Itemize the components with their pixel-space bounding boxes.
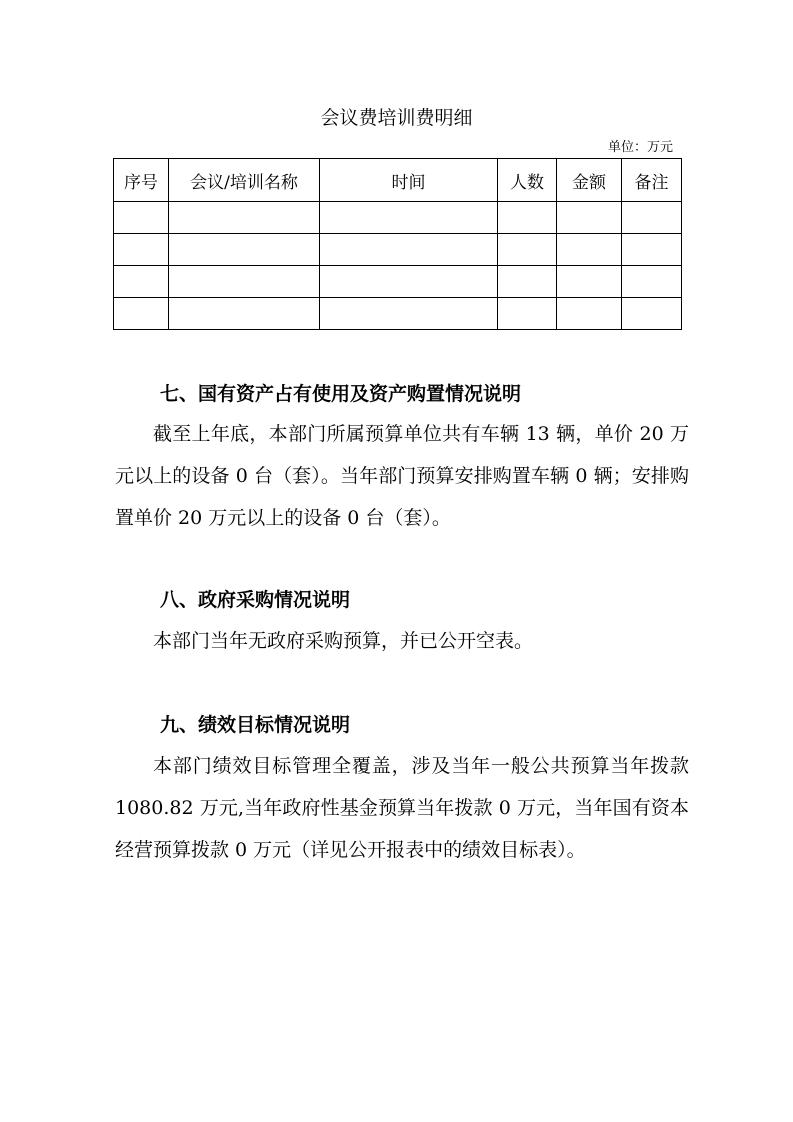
- section-body-procurement: 本部门当年无政府采购预算，并已公开空表。: [153, 630, 534, 652]
- table-cell: [114, 298, 169, 330]
- table-cell: [498, 202, 557, 234]
- table-cell: [320, 266, 498, 298]
- unit-label: 单位：万元: [607, 140, 673, 155]
- table-cell: [557, 234, 622, 266]
- table-cell: [114, 234, 169, 266]
- table-cell: [169, 234, 320, 266]
- table-cell: [169, 298, 320, 330]
- table-cell: [320, 298, 498, 330]
- table-cell: [622, 266, 682, 298]
- table-cell: [320, 234, 498, 266]
- table-cell: [114, 266, 169, 298]
- table-cell: [169, 202, 320, 234]
- table-title: 会议费培训费明细: [320, 107, 473, 129]
- section-heading-performance: 九、绩效目标情况说明: [160, 714, 351, 736]
- table-cell: [498, 266, 557, 298]
- table-cell: [498, 234, 557, 266]
- column-header-people: 人数: [498, 159, 557, 202]
- table-row: [114, 298, 682, 330]
- section-body-performance: 本部门绩效目标管理全覆盖，涉及当年一般公共预算当年拨款 1080.82 万元,当年政府性基金预算当年拨款 0 万元，当年国有资本经营预算拨款 0 万元（详见公开报表中的绩效目标表）。: [115, 755, 689, 861]
- table-header-row: [114, 159, 682, 202]
- column-header-remarks: 备注: [622, 159, 682, 202]
- table-cell: [557, 202, 622, 234]
- table-cell: [622, 202, 682, 234]
- table-cell: [622, 234, 682, 266]
- table-cell: [169, 266, 320, 298]
- table-row: [114, 234, 682, 266]
- section-heading-procurement: 八、政府采购情况说明: [160, 589, 351, 611]
- table-cell: [622, 298, 682, 330]
- column-header-index: 序号: [114, 159, 169, 202]
- table-cell: [498, 298, 557, 330]
- table-cell: [557, 266, 622, 298]
- table-row: [114, 202, 682, 234]
- table-cell: [557, 298, 622, 330]
- column-header-amount: 金额: [557, 159, 622, 202]
- section-body-assets: 截至上年底，本部门所属预算单位共有车辆 13 辆，单价 20 万元以上的设备 0 台（套）。当年部门预算安排购置车辆 0 辆；安排购置单价 20 万元以上的设备 0 台（套）。: [115, 423, 689, 529]
- column-header-time: 时间: [320, 159, 498, 202]
- column-header-name: 会议/培训名称: [169, 159, 320, 202]
- table-row: [114, 266, 682, 298]
- section-heading-assets: 七、国有资产占有使用及资产购置情况说明: [160, 383, 522, 405]
- expense-detail-table: [113, 158, 682, 330]
- table-cell: [114, 202, 169, 234]
- table-cell: [320, 202, 498, 234]
